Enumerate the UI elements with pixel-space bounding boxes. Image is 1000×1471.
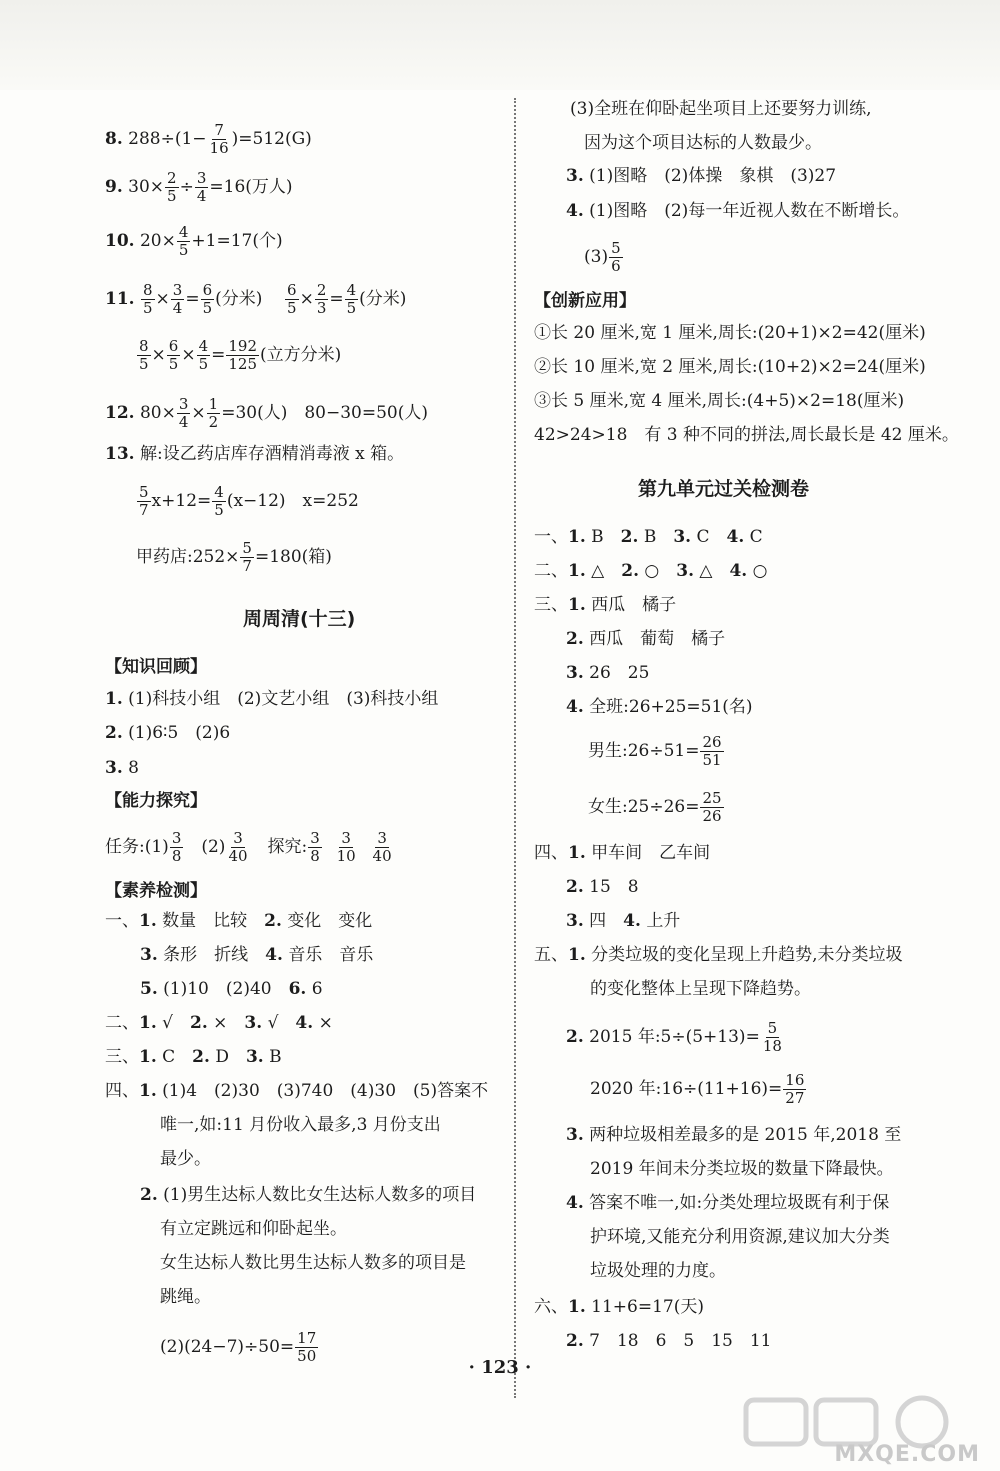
- fraction: $\frac{6}{5}$: [202, 281, 213, 317]
- answer-line: 4. 答案不唯一,如:分类处理垃圾既有利于保: [566, 1193, 890, 1213]
- fraction: $\frac{3}{8}$: [310, 829, 320, 865]
- answer-line: 3. 条形 折线 4. 音乐 音乐: [140, 945, 374, 965]
- answer-line: 42>24>18 有 3 种不同的拼法,周长最长是 42 厘米。: [534, 425, 959, 445]
- fraction: $\frac{2}{5}$: [167, 169, 177, 205]
- answer-continuation: 护环境,又能充分利用资源,建议加大分类: [590, 1227, 890, 1247]
- answer-line: 2. 7 18 6 5 15 11: [566, 1331, 772, 1351]
- fraction: $\frac{3}{4}$: [172, 281, 183, 317]
- answer-continuation: 女生达标人数比男生达标人数多的项目是: [160, 1253, 466, 1273]
- answer-line: 4. 全班:26+25=51(名): [566, 697, 753, 717]
- answer-line: 3. 26 25: [566, 663, 650, 683]
- answer-continuation: 有立定跳远和仰卧起坐。: [160, 1219, 347, 1239]
- answer-line: 3. (1)图略 (2)体操 象棋 (3)27: [566, 166, 837, 186]
- answer-continuation: 唯一,如:11 月份收入最多,3 月份支出: [160, 1115, 441, 1135]
- fraction: $\frac{17}{50}$: [297, 1329, 317, 1365]
- answer-line: 1. (1)科技小组 (2)文艺小组 (3)科技小组: [105, 689, 439, 709]
- answer-line: 二、1. △ 2. ○ 3. △ 4. ○: [534, 561, 768, 581]
- answer-continuation: 最少。: [160, 1149, 211, 1169]
- answer-10: 10. 20× $\frac{4}{5}$ +1=17(个): [105, 223, 283, 259]
- answer-line: 五、1. 分类垃圾的变化呈现上升趋势,未分类垃圾: [534, 945, 903, 965]
- scan-top-band: [0, 0, 1000, 90]
- answer-continuation: (3)全班在仰卧起坐项目上还要努力训练,: [570, 99, 872, 119]
- fraction: $\frac{5}{7}$: [139, 483, 149, 519]
- watermark-url: MXQE.COM: [834, 1442, 980, 1467]
- answer-line: 2. (1)男生达标人数比女生达标人数多的项目: [140, 1185, 477, 1205]
- answer-continuation: 2019 年间未分类垃圾的数量下降最快。: [590, 1159, 894, 1179]
- fraction: $\frac{16}{27}$: [785, 1071, 805, 1107]
- answer-line: 3. 两种垃圾相差最多的是 2015 年,2018 至: [566, 1125, 902, 1145]
- fraction: $\frac{5}{6}$: [611, 239, 621, 275]
- answer-line: ③长 5 厘米,宽 4 厘米,周长:(4+5)×2=18(厘米): [534, 391, 905, 411]
- answer-13-result: 甲药店:252× $\frac{5}{7}$ =180(箱): [136, 539, 332, 575]
- answer-line: 一、1. B 2. B 3. C 4. C: [534, 527, 763, 547]
- subsection-label: 【素养检测】: [105, 881, 207, 901]
- page-number: · 123 ·: [468, 1357, 532, 1378]
- fraction: $\frac{2}{3}$: [316, 281, 327, 317]
- fraction: $\frac{6}{5}$: [287, 281, 297, 317]
- section-heading: 周周清(十三): [243, 608, 356, 630]
- fraction: $\frac{192}{125}$: [228, 337, 258, 373]
- answer-line: 3. 四 4. 上升: [566, 911, 681, 931]
- answer-9: 9. 30× $\frac{2}{5}$ ÷ $\frac{3}{4}$ =16(万人): [105, 169, 293, 205]
- answer-line: 三、1. C 2. D 3. B: [105, 1047, 282, 1067]
- fraction: $\frac{3}{8}$: [171, 829, 182, 865]
- fraction: $\frac{3}{40}$: [228, 829, 248, 865]
- answer-line: 3. 8: [105, 758, 139, 778]
- fraction: $\frac{5}{7}$: [242, 539, 252, 575]
- answer-line: 四、1. (1)4 (2)30 (3)740 (4)30 (5)答案不: [105, 1081, 489, 1101]
- fraction: $\frac{3}{10}$: [336, 829, 356, 865]
- answer-line: 三、1. 西瓜 橘子: [534, 595, 677, 615]
- answer-line: 2. 2015 年:5÷(5+13)= $\frac{5}{18}$: [566, 1019, 782, 1055]
- answer-13: 13. 解:设乙药店库存酒精消毒液 x 箱。: [105, 444, 405, 464]
- answer-continuation: 垃圾处理的力度。: [590, 1261, 726, 1281]
- answer-line: 女生:25÷26= $\frac{25}{26}$: [588, 789, 722, 825]
- fraction: $\frac{8}{5}$: [142, 281, 153, 317]
- answer-line: 2020 年:16÷(11+16)= $\frac{16}{27}$: [590, 1071, 805, 1107]
- fraction: $\frac{5}{18}$: [762, 1019, 782, 1055]
- answer-11-line1: 11. $\frac{8}{5}$ × $\frac{3}{4}$ = $\frac{6}{5}$ (分米) $\frac{6}{5}$ × $\frac{2}{3}$ = $\frac{4}{5}$ (分米): [105, 281, 407, 317]
- answer-line: 4. (1)图略 (2)每一年近视人数在不断增长。: [566, 201, 910, 221]
- fraction: $\frac{26}{51}$: [702, 733, 722, 769]
- answer-line: ①长 20 厘米,宽 1 厘米,周长:(20+1)×2=42(厘米): [534, 323, 926, 343]
- answer-8: 8. 288÷(1− $\frac{7}{16}$ )=512(G): [105, 121, 312, 157]
- answer-11-line2: $\frac{8}{5}$ × $\frac{6}{5}$ × $\frac{4}{5}$ = $\frac{192}{125}$ (立方分米): [139, 337, 342, 373]
- fraction: $\frac{1}{2}$: [208, 395, 219, 431]
- answer-line: (3) $\frac{5}{6}$: [584, 239, 621, 275]
- fraction: $\frac{25}{26}$: [702, 789, 722, 825]
- answer-line: (2)(24−7)÷50= $\frac{17}{50}$: [160, 1329, 317, 1365]
- subsection-label: 【能力探究】: [105, 791, 207, 811]
- fraction: $\frac{4}{5}$: [214, 483, 224, 519]
- subsection-label: 【创新应用】: [534, 291, 636, 311]
- fraction: $\frac{4}{5}$: [346, 281, 357, 317]
- fraction: $\frac{6}{5}$: [168, 337, 179, 373]
- answer-line: 2. (1)6∶5 (2)6: [105, 723, 231, 743]
- fraction: $\frac{3}{4}$: [178, 395, 189, 431]
- answer-line: 5. (1)10 (2)40 6. 6: [140, 979, 323, 999]
- answer-line: 一、1. 数量 比较 2. 变化 变化: [105, 911, 373, 931]
- fraction: $\frac{3}{40}$: [372, 829, 392, 865]
- answer-13-equation: $\frac{5}{7}$ x+12= $\frac{4}{5}$ (x−12) x=252: [139, 483, 359, 519]
- answer-line: 六、1. 11+6=17(天): [534, 1297, 704, 1317]
- answer-continuation: 的变化整体上呈现下降趋势。: [590, 979, 811, 999]
- fraction: $\frac{3}{4}$: [196, 169, 207, 205]
- answer-line: 2. 西瓜 葡萄 橘子: [566, 629, 726, 649]
- fraction: $\frac{7}{16}$: [209, 121, 229, 157]
- answer-continuation: 因为这个项目达标的人数最少。: [584, 133, 822, 153]
- column-divider: [514, 98, 516, 1398]
- section-heading: 第九单元过关检测卷: [638, 478, 810, 500]
- subsection-label: 【知识回顾】: [105, 657, 207, 677]
- fraction: $\frac{8}{5}$: [139, 337, 149, 373]
- answer-line: 2. 15 8: [566, 877, 639, 897]
- fraction: $\frac{4}{5}$: [178, 223, 189, 259]
- answer-task: 任务:(1) $\frac{3}{8}$ (2) $\frac{3}{40}$ 探究: $\frac{3}{8}$ $\frac{3}{10}$ $\frac{3}{40}$: [105, 829, 392, 865]
- answer-line: ②长 10 厘米,宽 2 厘米,周长:(10+2)×2=24(厘米): [534, 357, 926, 377]
- answer-12: 12. 80× $\frac{3}{4}$ × $\frac{1}{2}$ =30(人) 80−30=50(人): [105, 395, 429, 431]
- fraction: $\frac{4}{5}$: [198, 337, 209, 373]
- answer-line: 四、1. 甲车间 乙车间: [534, 843, 711, 863]
- answer-continuation: 跳绳。: [160, 1287, 211, 1307]
- answer-line: 男生:26÷51= $\frac{26}{51}$: [588, 733, 722, 769]
- answer-line: 二、1. √ 2. × 3. √ 4. ×: [105, 1013, 333, 1033]
